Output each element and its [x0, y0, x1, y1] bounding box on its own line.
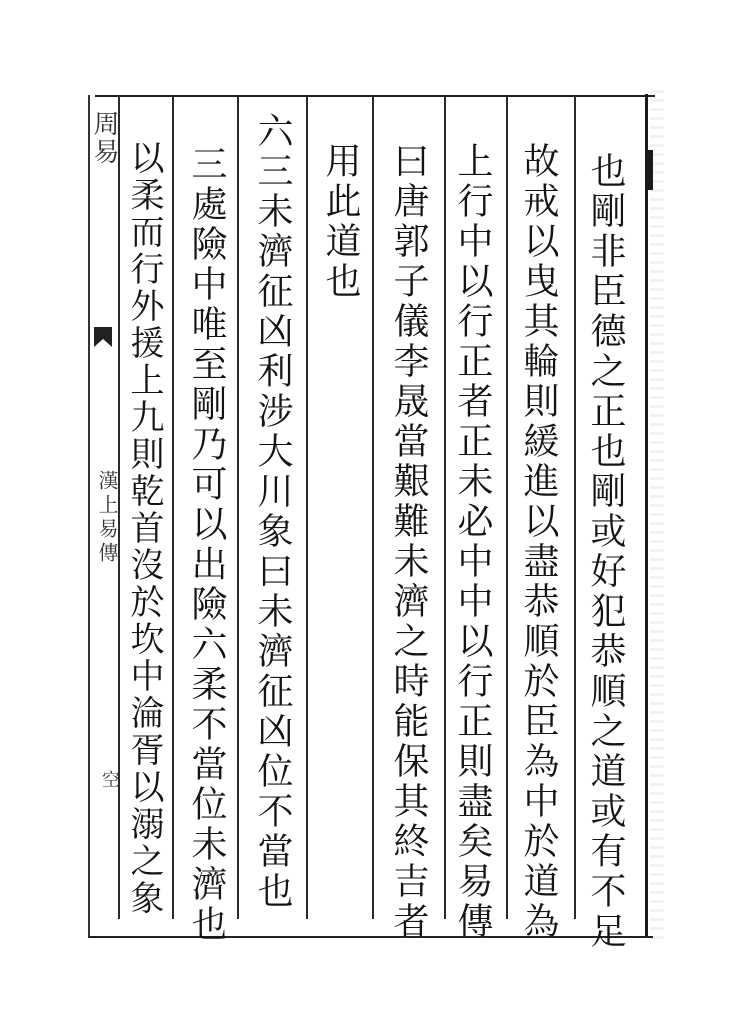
- text-column-6: 六三未濟征凶利涉大川象曰未濟征凶位不當也: [252, 112, 293, 912]
- text-column-4: 曰唐郭子儀李晟當艱難未濟之時能保其終吉者: [388, 142, 429, 942]
- text-column-5: 用此道也: [320, 142, 361, 302]
- column-divider: [172, 97, 174, 919]
- frame-bottom-rule: [88, 936, 653, 938]
- text-column-1: 也剛非臣德之正也剛或好犯恭順之道或有不足: [585, 152, 626, 952]
- frame-top-rule: [95, 95, 655, 97]
- frame-left-rule: [88, 95, 90, 937]
- frame-right-rule: [645, 94, 648, 937]
- text-column-7: 三處險中唯至剛乃可以出險六柔不當位未濟也: [186, 145, 227, 945]
- column-divider: [306, 97, 308, 919]
- text-column-3: 上行中以行正者正未必中中以行正則盡矣易傳: [452, 142, 493, 942]
- column-divider: [237, 97, 239, 919]
- column-divider: [444, 97, 446, 919]
- margin-book-title: 周易: [89, 110, 119, 166]
- fish-tail-icon: [92, 325, 114, 355]
- page-edge-stain: [650, 90, 664, 940]
- frame-right-mark: [645, 150, 653, 190]
- margin-section-label: 漢上易傳: [95, 470, 119, 566]
- text-column-2: 故戒以曳其輪則緩進以盡恭順於臣為中於道為: [518, 142, 559, 942]
- margin-page-mark: 空: [99, 770, 120, 788]
- column-divider: [372, 97, 374, 919]
- text-column-8: 以柔而行外援上九則乾首沒於坎中淪胥以溺之象: [124, 140, 164, 917]
- column-divider: [506, 97, 508, 919]
- column-divider: [574, 97, 576, 919]
